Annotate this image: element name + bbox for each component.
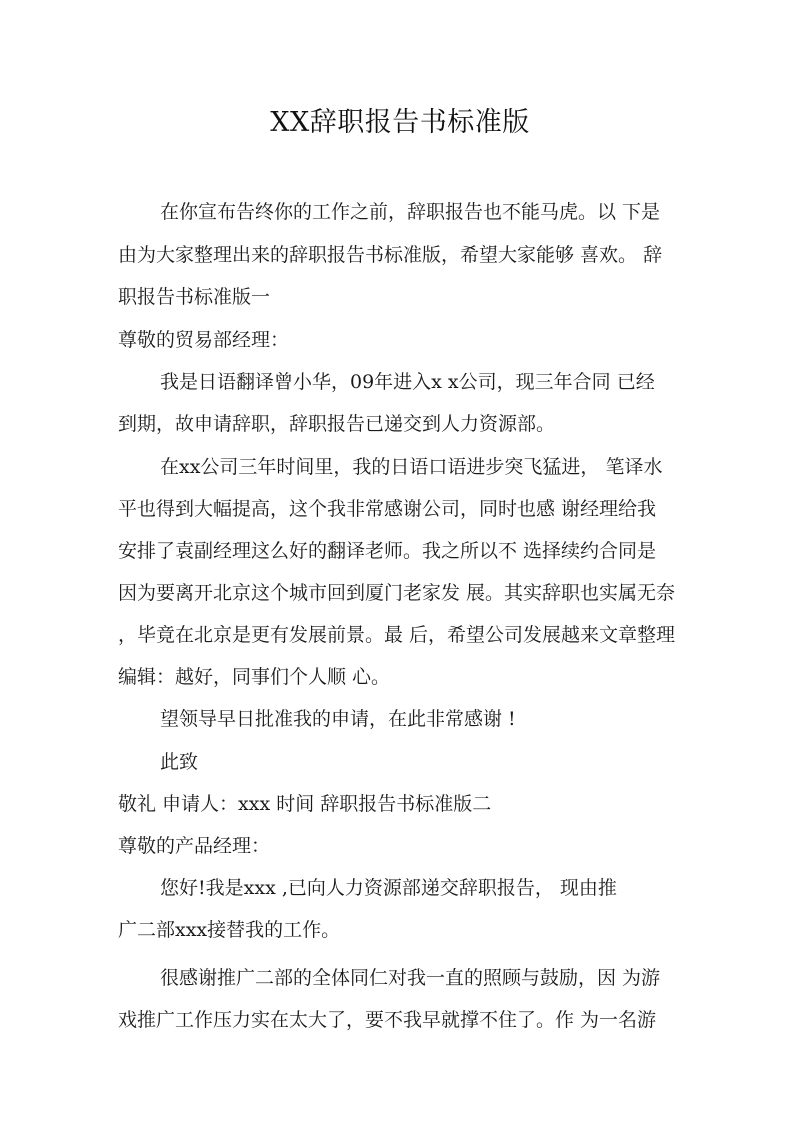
paragraph-line: 您好!我是xxx ,已向人力资源部递交辞职报告， 现由推 [160, 877, 617, 899]
paragraph-line: 在你宣布告终你的工作之前，辞职报告也不能马虎。以 下是 [160, 201, 661, 223]
paragraph-line: 在xx公司三年时间里，我的日语口语进步突飞猛进， 笔译水 [160, 456, 663, 478]
paragraph-line: 职报告书标准版一 [118, 286, 271, 308]
paragraph-line: 安排了袁副经理这么好的翻译老师。我之所以不 选择续约合同是 [118, 540, 657, 562]
paragraph-line: 由为大家整理出来的辞职报告书标准版，希望大家能够 喜欢。 辞 [118, 244, 663, 266]
paragraph-line: ，毕竟在北京是更有发展前景。最 后，希望公司发展越来文章整理 [118, 624, 676, 646]
document-title: XX辞职报告书标准版 [270, 107, 530, 138]
paragraph-line: 到期，故申请辞职，辞职报告已递交到人力资源部。 [118, 413, 556, 435]
paragraph-line: 戏推广工作压力实在太大了，要不我早就撑不住了。作 为一名游 [118, 1009, 657, 1031]
paragraph-line: 尊敬的产品经理： [118, 835, 271, 857]
paragraph-line: 平也得到大幅提高，这个我非常感谢公司，同时也感 谢经理给我 [118, 498, 657, 520]
paragraph-line: 因为要离开北京这个城市回到厦门老家发 展。其实辞职也实属无奈 [118, 582, 676, 604]
paragraph-line: 我是日语翻译曾小华，09年进入x x公司，现三年合同 已经 [160, 371, 655, 393]
paragraph-line: 编辑：越好，同事们个人顺 心。 [118, 666, 391, 688]
paragraph-line: 望领导早日批准我的申请，在此非常感谢 ! [160, 708, 516, 730]
paragraph-line: 很感谢推广二部的全体同仁对我一直的照顾与鼓励，因 为游 [160, 967, 661, 989]
paragraph-line: 广二部xxx接替我的工作。 [118, 919, 341, 941]
paragraph-line: 此致 [160, 751, 199, 773]
paragraph-line: 尊敬的贸易部经理： [118, 329, 290, 351]
paragraph-line: 敬礼 申请人：xxx 时间 辞职报告书标准版二 [118, 793, 492, 815]
